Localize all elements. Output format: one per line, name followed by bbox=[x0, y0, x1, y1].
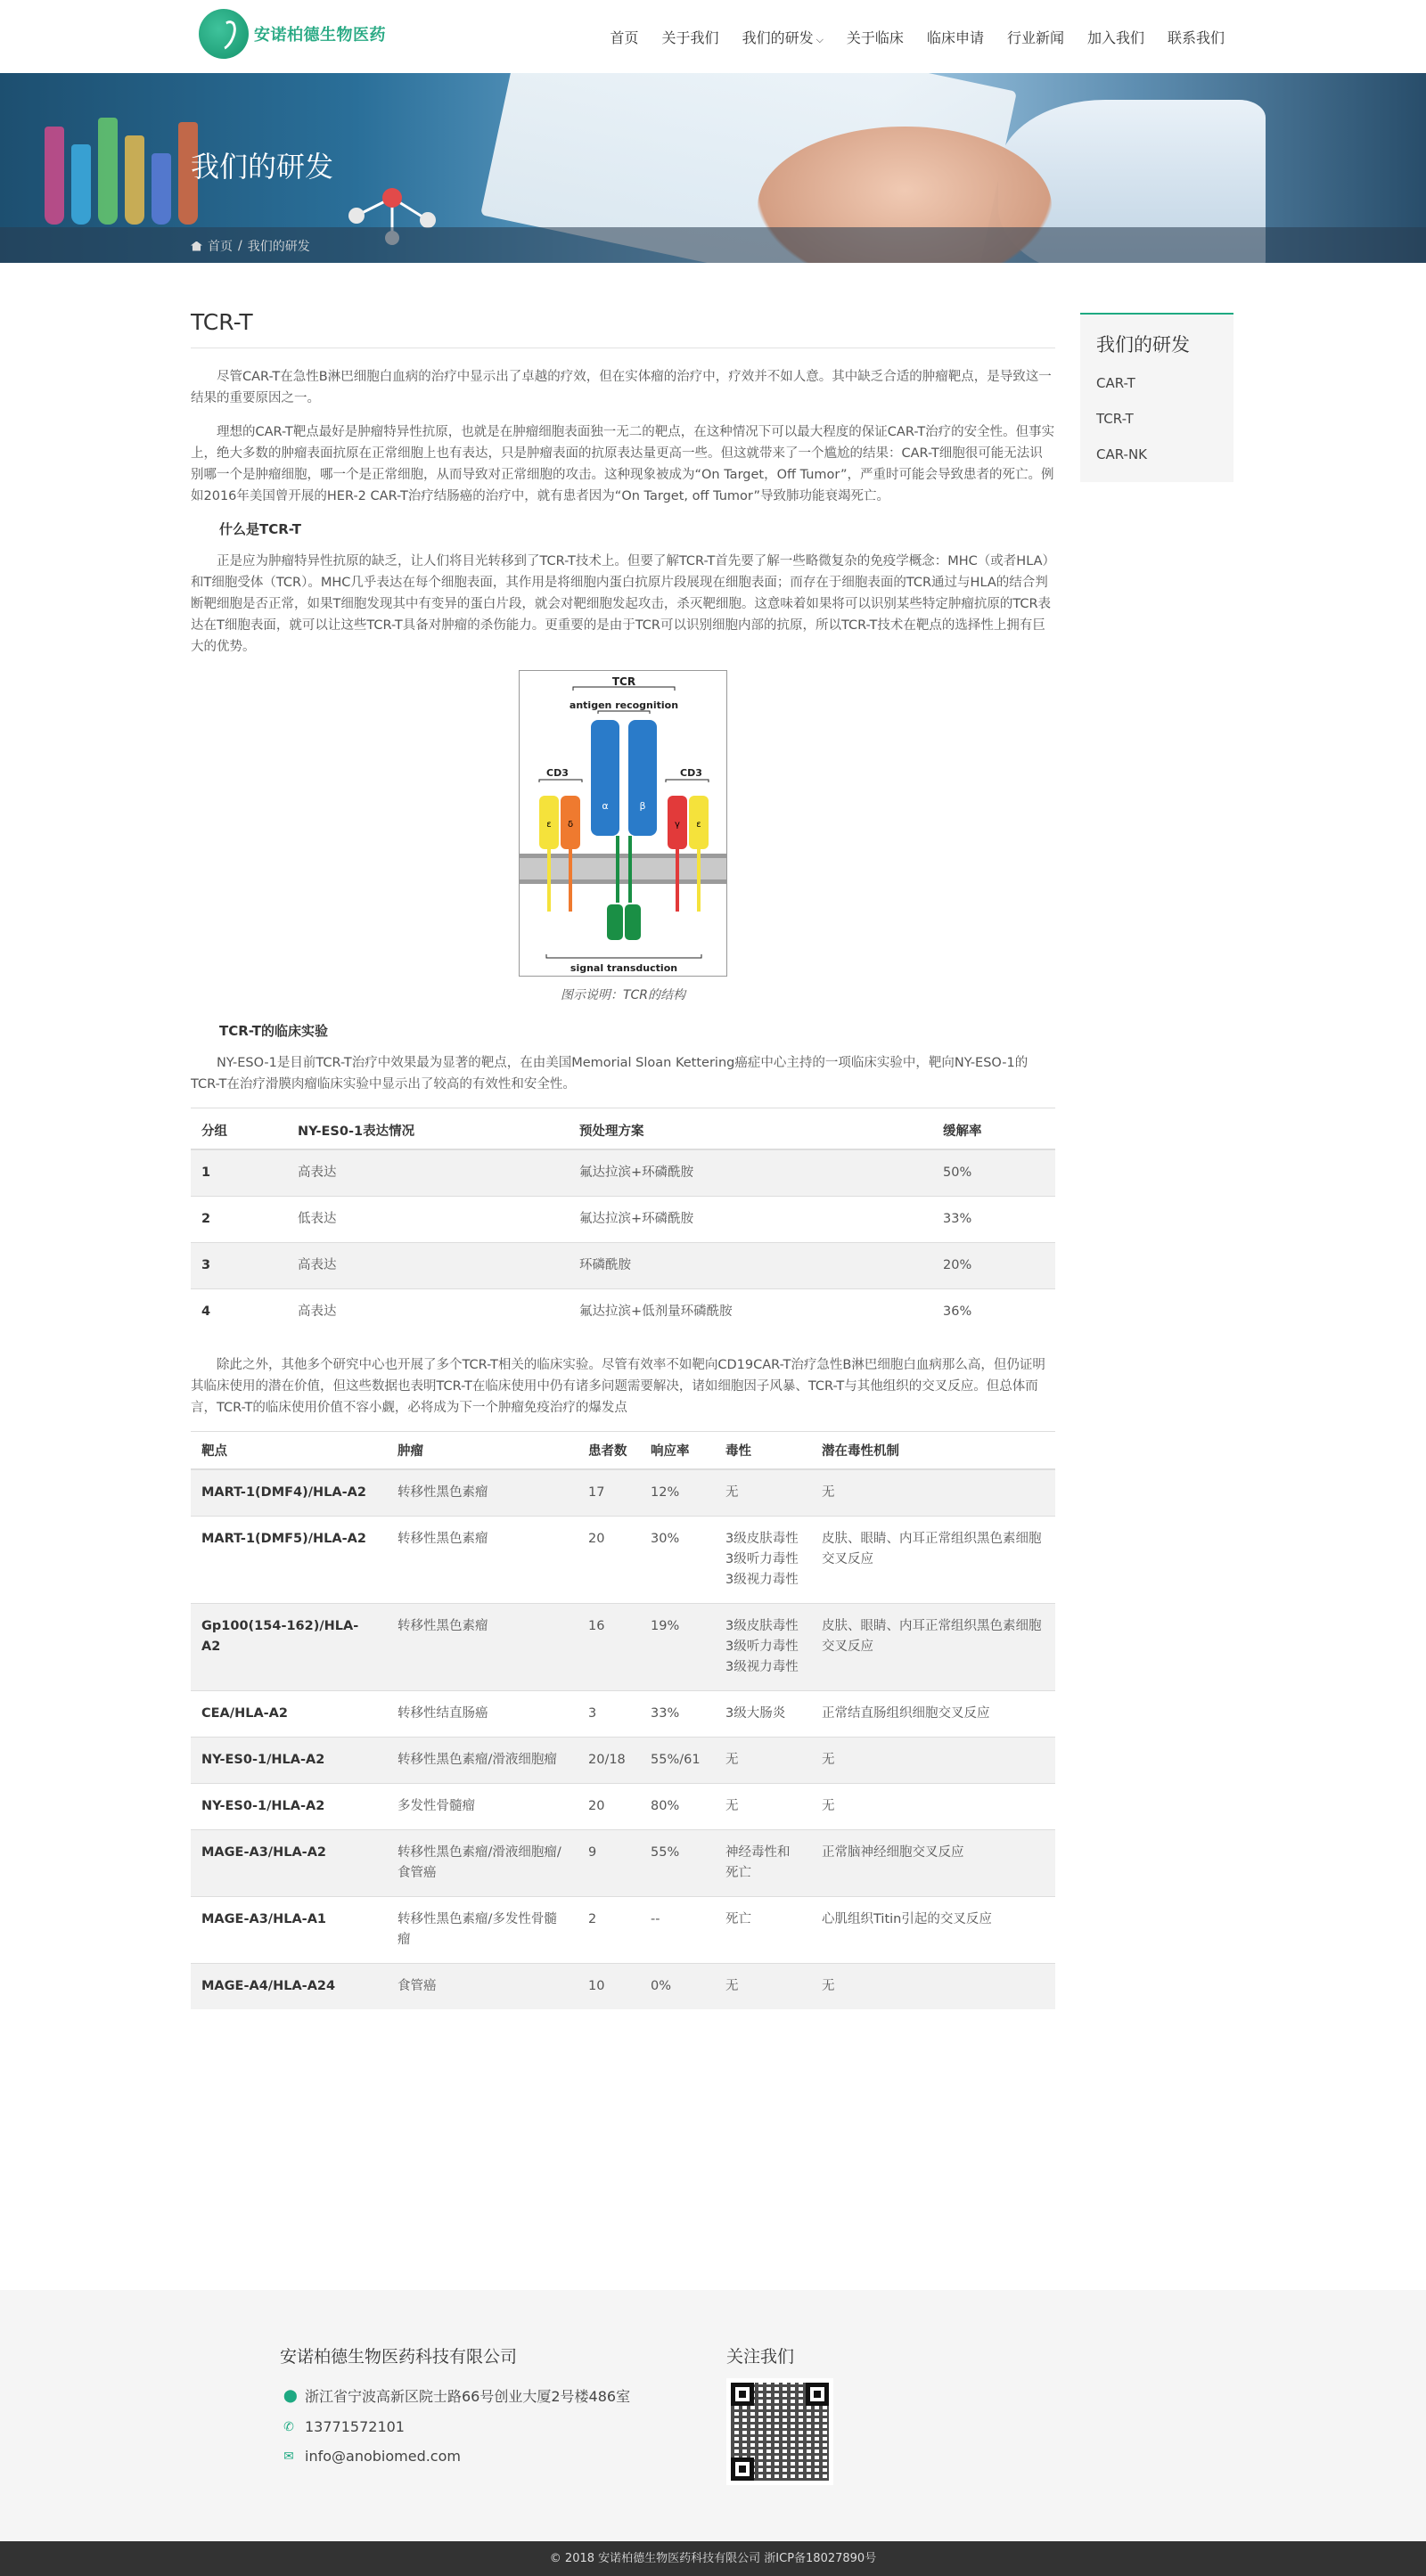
cell-tumor: 转移性黑色素瘤/滑液细胞瘤 bbox=[387, 1737, 578, 1783]
cell-response: 33% bbox=[932, 1196, 1055, 1242]
chevron-down-icon: ⌵ bbox=[815, 34, 824, 45]
sidebar-item-tcr-t[interactable]: TCR-T bbox=[1096, 411, 1134, 427]
cell-target: Gp100(154-162)/HLA-A2 bbox=[191, 1603, 387, 1690]
cell-patients: 20 bbox=[578, 1516, 640, 1603]
top-navbar bbox=[0, 0, 1426, 73]
page-banner bbox=[0, 73, 1426, 263]
table-row bbox=[191, 1149, 1055, 1197]
footer-phone-line bbox=[280, 2418, 630, 2435]
cell-response-rate: 19% bbox=[640, 1603, 715, 1690]
table-row bbox=[191, 1963, 1055, 2009]
cell-patients: 17 bbox=[578, 1469, 640, 1517]
cell-target: MART-1(DMF4)/HLA-A2 bbox=[191, 1469, 387, 1517]
cell-group: 2 bbox=[191, 1196, 287, 1242]
nav-research-label: 我们的研发 bbox=[742, 29, 814, 46]
phone-icon: ✆ bbox=[283, 2419, 294, 2434]
footer bbox=[0, 2290, 1426, 2541]
cell-target: CEA/HLA-A2 bbox=[191, 1690, 387, 1737]
breadcrumb bbox=[191, 237, 310, 255]
footer-contact bbox=[280, 2343, 630, 2477]
cell-mechanism: 无 bbox=[811, 1963, 1055, 2009]
nav-contact[interactable]: 联系我们 bbox=[1167, 29, 1225, 46]
fig-signal-label: signal transduction bbox=[570, 962, 678, 974]
cell-pretreatment: 环磷酰胺 bbox=[569, 1242, 932, 1288]
cell-target: MART-1(DMF5)/HLA-A2 bbox=[191, 1516, 387, 1603]
svg-text:γ: γ bbox=[675, 820, 680, 830]
cell-pretreatment: 氟达拉滨+低剂量环磷酰胺 bbox=[569, 1288, 932, 1335]
cell-response-rate: 80% bbox=[640, 1783, 715, 1829]
cell-mechanism: 无 bbox=[811, 1737, 1055, 1783]
table-row bbox=[191, 1896, 1055, 1963]
main-nav bbox=[587, 27, 1225, 47]
cell-response-rate: 12% bbox=[640, 1469, 715, 1517]
cell-expression: 高表达 bbox=[287, 1288, 569, 1335]
cell-toxicity: 3级皮肤毒性 3级听力毒性 3级视力毒性 bbox=[715, 1516, 811, 1603]
cell-toxicity: 3级皮肤毒性 3级听力毒性 3级视力毒性 bbox=[715, 1603, 811, 1690]
breadcrumb-separator: / bbox=[238, 239, 242, 253]
footer-address-line bbox=[280, 2385, 630, 2406]
col-pretreatment: 预处理方案 bbox=[569, 1108, 932, 1149]
cell-mechanism: 皮肤、眼睛、内耳正常组织黑色素细胞交叉反应 bbox=[811, 1603, 1055, 1690]
logo-text: 安诺柏德生物医药 bbox=[254, 26, 386, 45]
cell-target: MAGE-A4/HLA-A24 bbox=[191, 1963, 387, 2009]
cell-tumor: 转移性黑色素瘤 bbox=[387, 1603, 578, 1690]
copyright-bar: © 2018 安诺柏德生物医药科技有限公司 浙ICP备18027890号 bbox=[0, 2541, 1426, 2576]
svg-text:ε: ε bbox=[696, 820, 701, 830]
paragraph-intro: 尽管CAR-T在急性B淋巴细胞白血病的治疗中显示出了卓越的疗效，但在实体瘤的治疗中，疗效并不如人意。其中缺乏合适的肿瘤靶点，是导致这一结果的重要原因之一。 bbox=[191, 370, 1052, 405]
cell-toxicity: 死亡 bbox=[715, 1896, 811, 1963]
cell-mechanism: 正常脑神经细胞交叉反应 bbox=[811, 1829, 1055, 1896]
tcr-t-trials-table bbox=[191, 1431, 1055, 2009]
nav-research[interactable] bbox=[742, 27, 824, 47]
tcr-structure-figure bbox=[519, 670, 727, 977]
cell-tumor: 转移性结直肠癌 bbox=[387, 1690, 578, 1737]
col-group: 分组 bbox=[191, 1108, 287, 1149]
cell-mechanism: 无 bbox=[811, 1783, 1055, 1829]
sidebar-title: 我们的研发 bbox=[1096, 334, 1190, 356]
cell-mechanism: 心肌组织Titin引起的交叉反应 bbox=[811, 1896, 1055, 1963]
cell-patients: 2 bbox=[578, 1896, 640, 1963]
cell-toxicity: 3级大肠炎 bbox=[715, 1690, 811, 1737]
svg-text:δ: δ bbox=[567, 820, 574, 830]
cell-tumor: 多发性骨髓瘤 bbox=[387, 1783, 578, 1829]
fig-antigen-label: antigen recognition bbox=[569, 699, 679, 711]
cell-toxicity: 无 bbox=[715, 1783, 811, 1829]
cell-patients: 20 bbox=[578, 1783, 640, 1829]
col-tumor: 肿瘤 bbox=[387, 1431, 578, 1469]
table-header-row bbox=[191, 1431, 1055, 1469]
footer-email-line bbox=[280, 2448, 630, 2465]
ny-eso-1-table bbox=[191, 1108, 1055, 1335]
cell-mechanism: 无 bbox=[811, 1469, 1055, 1517]
paragraph-tcr-explain: 正是应为肿瘤特异性抗原的缺乏，让人们将目光转移到了TCR-T技术上。但要了解TCR-T首先要了解一些略微复杂的免疫学概念：MHC（或者HLA）和T细胞受体（TCR）。MHC几乎表达在每个细胞表面，其作用是将细胞内蛋白抗原片段展现在细胞表面；而存在于细胞表面的TCR通过与HLA的结合判断靶细胞是否正常，如果T细胞发现其中有变异的蛋白片段，就会对靶细胞发起攻击，杀灭靶细胞。这意味着如果将可以识别某些特定肿瘤抗原的TCR表达在T细胞表面，就可以让这些TCR-T具备对肿瘤的杀伤能力。更重要的是由于TCR可以识别细胞内部的抗原，所以TCR-T技术在靶点的选择性上拥有巨大的优势。 bbox=[191, 554, 1052, 654]
envelope-icon: ✉ bbox=[283, 2449, 294, 2464]
cell-toxicity: 神经毒性和死亡 bbox=[715, 1829, 811, 1896]
table-row bbox=[191, 1288, 1055, 1335]
paragraph-target: 理想的CAR-T靶点最好是肿瘤特异性抗原，也就是在肿瘤细胞表面独一无二的靶点，在这种情况下可以最大程度的保证CAR-T治疗的安全性。但事实上，绝大多数的肿瘤表面抗原在正常细胞上也有表达，只是肿瘤表面的抗原表达量更高一些。但这就带来了一个尴尬的结果：CAR-T细胞很可能无法识别哪一个是肿瘤细胞，哪一个是正常细胞，从而导致对正常细胞的攻击。这种现象被成为“On Target，Off Tumor”，严重时可能会导致患者的死亡。例如2016年美国曾开展的HER-2 CAR-T治疗结肠癌的治疗中，就有患者因为“On Target, off Tumor”导致肺功能衰竭死亡。 bbox=[191, 425, 1055, 503]
fig-tcr-label: TCR bbox=[611, 675, 636, 688]
cell-tumor: 转移性黑色素瘤 bbox=[387, 1516, 578, 1603]
cell-expression: 高表达 bbox=[287, 1242, 569, 1288]
table-row bbox=[191, 1783, 1055, 1829]
breadcrumb-strip bbox=[0, 227, 1426, 263]
col-mechanism: 潜在毒性机制 bbox=[811, 1431, 1055, 1469]
nav-clinical-apply[interactable]: 临床申请 bbox=[926, 29, 984, 46]
nav-clinical[interactable]: 关于临床 bbox=[846, 29, 904, 46]
footer-phone: 13771572101 bbox=[305, 2418, 405, 2435]
sidebar-item-car-nk[interactable]: CAR-NK bbox=[1096, 446, 1148, 462]
paragraph-other-trials: 除此之外，其他多个研究中心也开展了多个TCR-T相关的临床实验。尽管有效率不如靶向CD19CAR-T治疗急性B淋巴细胞白血病那么高，但仍证明其临床使用的潜在价值，但这些数据也表明TCR-T在临床使用中仍有诸多问题需要解决，诸如细胞因子风暴、TCR-T与其他组织的交叉反应。但总体而言，TCR-T的临床使用价值不容小觑，必将成为下一个肿瘤免疫治疗的爆发点 bbox=[191, 1357, 1045, 1415]
nav-join[interactable]: 加入我们 bbox=[1086, 29, 1144, 46]
logo-icon bbox=[199, 9, 249, 59]
cell-patients: 16 bbox=[578, 1603, 640, 1690]
table-row bbox=[191, 1737, 1055, 1783]
cell-pretreatment: 氟达拉滨+环磷酰胺 bbox=[569, 1149, 932, 1197]
banner-title: 我们的研发 bbox=[191, 150, 334, 184]
map-marker-icon: ⬤ bbox=[283, 2388, 298, 2403]
fig-cd3-right: CD3 bbox=[680, 767, 702, 779]
col-toxicity: 毒性 bbox=[715, 1431, 811, 1469]
cell-group: 4 bbox=[191, 1288, 287, 1335]
footer-follow-title: 关注我们 bbox=[726, 2347, 795, 2367]
cell-response-rate: 33% bbox=[640, 1690, 715, 1737]
footer-follow bbox=[726, 2343, 833, 2485]
cell-mechanism: 正常结直肠组织细胞交叉反应 bbox=[811, 1690, 1055, 1737]
cell-tumor: 转移性黑色素瘤/滑液细胞瘤/食管癌 bbox=[387, 1829, 578, 1896]
table-row bbox=[191, 1690, 1055, 1737]
cell-response: 36% bbox=[932, 1288, 1055, 1335]
cell-toxicity: 无 bbox=[715, 1963, 811, 2009]
table-row bbox=[191, 1516, 1055, 1603]
cell-response: 20% bbox=[932, 1242, 1055, 1288]
svg-text:ε: ε bbox=[546, 820, 552, 830]
col-expression: NY-ES0-1表达情况 bbox=[287, 1108, 569, 1149]
cell-response-rate: 30% bbox=[640, 1516, 715, 1603]
cell-patients: 9 bbox=[578, 1829, 640, 1896]
article bbox=[191, 309, 1055, 2009]
breadcrumb-current: 我们的研发 bbox=[247, 240, 310, 254]
qr-code bbox=[726, 2378, 833, 2485]
cell-response-rate: 0% bbox=[640, 1963, 715, 2009]
cell-target: MAGE-A3/HLA-A2 bbox=[191, 1829, 387, 1896]
heading-what-is-tcr-t: 什么是TCR-T bbox=[219, 521, 302, 537]
cell-group: 1 bbox=[191, 1149, 287, 1197]
cell-target: MAGE-A3/HLA-A1 bbox=[191, 1896, 387, 1963]
cell-tumor: 转移性黑色素瘤/多发性骨髓瘤 bbox=[387, 1896, 578, 1963]
site-logo[interactable] bbox=[199, 9, 386, 59]
cell-expression: 高表达 bbox=[287, 1149, 569, 1197]
paragraph-ny-eso-1: NY-ESO-1是目前TCR-T治疗中效果最为显著的靶点，在由美国Memorial Sloan Kettering癌症中心主持的一项临床实验中，靶向NY-ESO-1的TCR-T在治疗滑膜肉瘤临床实验中显示出了较高的有效性和安全性。 bbox=[191, 1056, 1029, 1092]
svg-text:β: β bbox=[639, 800, 646, 812]
table-row bbox=[191, 1242, 1055, 1288]
heading-clinical-trial: TCR-T的临床实验 bbox=[219, 1023, 329, 1039]
breadcrumb-home[interactable]: 首页 bbox=[208, 240, 233, 254]
cell-response-rate: -- bbox=[640, 1896, 715, 1963]
col-target: 靶点 bbox=[191, 1431, 387, 1469]
figure-caption: 图示说明：TCR的结构 bbox=[560, 988, 686, 1002]
table-row bbox=[191, 1603, 1055, 1690]
cell-target: NY-ES0-1/HLA-A2 bbox=[191, 1737, 387, 1783]
col-response: 缓解率 bbox=[932, 1108, 1055, 1149]
nav-home[interactable]: 首页 bbox=[610, 29, 639, 46]
footer-company: 安诺柏德生物医药科技有限公司 bbox=[280, 2347, 518, 2367]
cell-patients: 3 bbox=[578, 1690, 640, 1737]
home-icon bbox=[191, 241, 202, 251]
tcr-diagram bbox=[520, 671, 727, 977]
table-row bbox=[191, 1469, 1055, 1517]
svg-text:α: α bbox=[602, 800, 609, 812]
table-row bbox=[191, 1196, 1055, 1242]
cell-patients: 10 bbox=[578, 1963, 640, 2009]
fig-cd3-left: CD3 bbox=[546, 767, 569, 779]
cell-tumor: 转移性黑色素瘤 bbox=[387, 1469, 578, 1517]
footer-address: 浙江省宁波高新区院士路66号创业大厦2号楼486室 bbox=[305, 2388, 631, 2405]
cell-response-rate: 55% bbox=[640, 1829, 715, 1896]
cell-patients: 20/18 bbox=[578, 1737, 640, 1783]
nav-news[interactable]: 行业新闻 bbox=[1006, 29, 1064, 46]
cell-tumor: 食管癌 bbox=[387, 1963, 578, 2009]
sidebar-item-car-t[interactable]: CAR-T bbox=[1096, 375, 1135, 391]
table-header-row bbox=[191, 1108, 1055, 1149]
cell-mechanism: 皮肤、眼睛、内耳正常组织黑色素细胞交叉反应 bbox=[811, 1516, 1055, 1603]
col-response-rate: 响应率 bbox=[640, 1431, 715, 1469]
article-title: TCR-T bbox=[191, 309, 1055, 348]
cell-group: 3 bbox=[191, 1242, 287, 1288]
table-row bbox=[191, 1829, 1055, 1896]
cell-pretreatment: 氟达拉滨+环磷酰胺 bbox=[569, 1196, 932, 1242]
cell-toxicity: 无 bbox=[715, 1737, 811, 1783]
cell-target: NY-ES0-1/HLA-A2 bbox=[191, 1783, 387, 1829]
nav-about[interactable]: 关于我们 bbox=[661, 29, 719, 46]
cell-toxicity: 无 bbox=[715, 1469, 811, 1517]
cell-expression: 低表达 bbox=[287, 1196, 569, 1242]
sidebar bbox=[1080, 313, 1233, 482]
footer-email[interactable]: info@anobiomed.com bbox=[305, 2448, 461, 2465]
col-patients: 患者数 bbox=[578, 1431, 640, 1469]
cell-response: 50% bbox=[932, 1149, 1055, 1197]
cell-response-rate: 55%/61 bbox=[640, 1737, 715, 1783]
